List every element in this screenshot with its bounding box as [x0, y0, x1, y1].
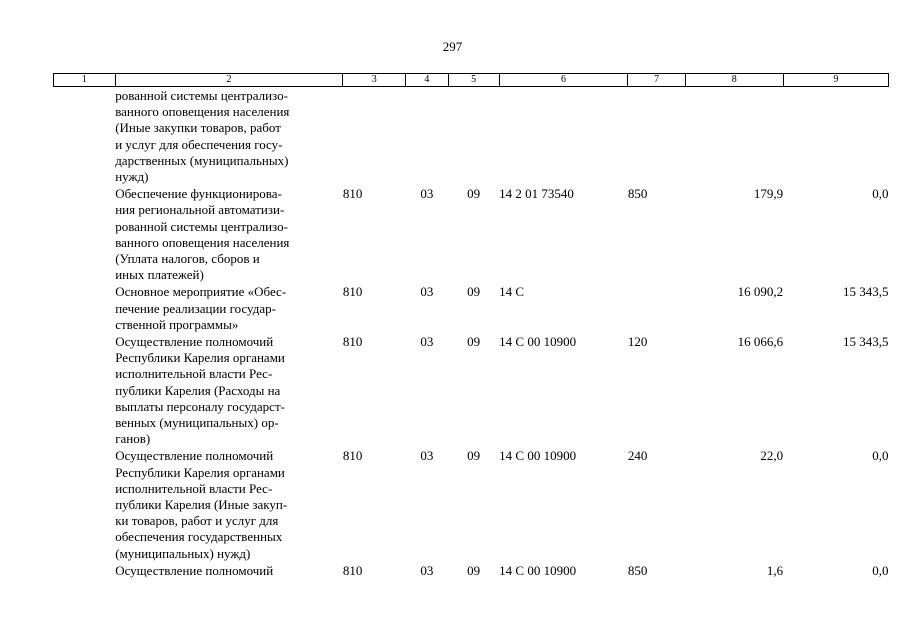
- name-line: Основное мероприятие «Обес-: [115, 284, 287, 300]
- cell-amount-year1: [685, 87, 783, 186]
- cell-target-article: 14 С 00 10900: [499, 562, 577, 578]
- name-line: исполнительной власти Рес-: [115, 480, 273, 496]
- header-cell: 4: [406, 74, 449, 87]
- cell-subsection: 09: [467, 448, 481, 464]
- cell-section: 03: [420, 334, 434, 350]
- name-line: ния региональной автоматизи-: [115, 202, 285, 218]
- cell-expense-type: 850: [627, 562, 648, 578]
- name-line: Осуществление полномочий: [115, 334, 274, 350]
- cell-name: [115, 87, 343, 186]
- cell-amount-year2: 0,0: [872, 448, 889, 464]
- cell-number: [54, 447, 116, 561]
- cell-name: [115, 185, 343, 283]
- header-cell: 1: [54, 74, 116, 87]
- table-row: [54, 185, 889, 283]
- name-line: иных платежей): [115, 267, 204, 283]
- cell-target-article: 14 С 00 10900: [499, 448, 577, 464]
- table-row: [54, 447, 889, 561]
- header-cell: 6: [499, 74, 628, 87]
- cell-expense-type: [628, 283, 685, 333]
- header-cell: 3: [343, 74, 406, 87]
- name-line: нужд): [115, 169, 149, 185]
- cell-name: [115, 562, 343, 579]
- cell-amount-year2: 0,0: [872, 562, 889, 578]
- cell-ministry-code: 810: [342, 562, 363, 578]
- cell-number: [54, 87, 116, 186]
- table-row: [54, 87, 889, 186]
- cell-amount-year2: [783, 87, 888, 186]
- name-line: ванного оповещения населения: [115, 234, 290, 250]
- cell-subsection: 09: [467, 284, 481, 300]
- cell-name: [115, 447, 343, 561]
- cell-subsection: 09: [467, 334, 481, 350]
- name-line: Республики Карелия органами: [115, 464, 285, 480]
- header-cell: 9: [783, 74, 888, 87]
- name-line: Республики Карелия органами: [115, 350, 285, 366]
- header-cell: 7: [628, 74, 685, 87]
- name-line: (Иные закупки товаров, работ: [115, 120, 281, 136]
- cell-subsection: 09: [467, 186, 481, 202]
- name-line: ганов): [115, 431, 151, 447]
- name-line: Обеспечение функционирова-: [115, 186, 282, 202]
- header-cell: 8: [685, 74, 783, 87]
- table-row: [54, 562, 889, 579]
- cell-amount-year1: 179,9: [753, 186, 784, 202]
- cell-ministry-code: 810: [342, 448, 363, 464]
- cell-section: 03: [420, 562, 434, 578]
- name-line: печение реализации государ-: [115, 300, 276, 316]
- name-line: обеспечения государственных: [115, 529, 283, 545]
- name-line: ственной программы»: [115, 316, 239, 332]
- cell-subsection: 09: [467, 562, 481, 578]
- name-line: ки товаров, работ и услуг для: [115, 513, 279, 529]
- cell-amount-year1: 16 066,6: [737, 334, 784, 350]
- cell-amount-year1: 16 090,2: [737, 284, 784, 300]
- cell-target-article: 14 2 01 73540: [499, 186, 574, 202]
- name-line: рованной системы централизо-: [115, 88, 288, 103]
- cell-target-article: [499, 87, 628, 186]
- cell-amount-year1: 1,6: [766, 562, 784, 578]
- cell-ministry-code: [343, 87, 406, 186]
- name-line: Осуществление полномочий: [115, 562, 274, 578]
- cell-section: 03: [420, 448, 434, 464]
- cell-name: [115, 333, 343, 447]
- name-line: публики Карелия (Иные закуп-: [115, 497, 288, 513]
- cell-section: 03: [420, 284, 434, 300]
- cell-expense-type: [628, 87, 685, 186]
- name-line: Осуществление полномочий: [115, 448, 274, 464]
- name-line: и услуг для обеспечения госу-: [115, 136, 283, 152]
- name-line: венных (муниципальных) ор-: [115, 415, 279, 431]
- cell-subsection: [448, 87, 499, 186]
- cell-amount-year2: 0,0: [872, 186, 889, 202]
- table-row: [54, 283, 889, 333]
- header-cell: 2: [115, 74, 343, 87]
- cell-amount-year2: 15 343,5: [843, 334, 889, 350]
- name-line: (Уплата налогов, сборов и: [115, 251, 260, 267]
- name-line: выплаты персоналу государст-: [115, 398, 285, 414]
- table-row: [54, 333, 889, 447]
- name-line: (муниципальных) нужд): [115, 545, 251, 561]
- cell-ministry-code: 810: [342, 334, 363, 350]
- cell-section: 03: [420, 186, 434, 202]
- cell-number: [54, 333, 116, 447]
- cell-amount-year1: 22,0: [760, 448, 784, 464]
- cell-expense-type: 850: [627, 186, 648, 202]
- header-cell: 5: [448, 74, 499, 87]
- table-header: [54, 74, 889, 87]
- name-line: публики Карелия (Расходы на: [115, 382, 281, 398]
- cell-expense-type: 240: [627, 448, 648, 464]
- cell-number: [54, 562, 116, 579]
- budget-table: [53, 73, 889, 579]
- name-line: дарственных (муниципальных): [115, 152, 289, 168]
- cell-name: [115, 283, 343, 333]
- cell-number: [54, 185, 116, 283]
- cell-section: [406, 87, 449, 186]
- name-line: ванного оповещения населения: [115, 104, 290, 120]
- cell-target-article: 14 С: [499, 284, 525, 300]
- cell-number: [54, 283, 116, 333]
- page-number: 297: [442, 39, 463, 54]
- cell-target-article: 14 С 00 10900: [499, 334, 577, 350]
- name-line: рованной системы централизо-: [115, 218, 288, 234]
- name-line: исполнительной власти Рес-: [115, 366, 273, 382]
- cell-ministry-code: 810: [342, 284, 363, 300]
- cell-amount-year2: 15 343,5: [843, 284, 889, 300]
- cell-ministry-code: 810: [342, 186, 363, 202]
- table-body: [54, 87, 889, 580]
- cell-expense-type: 120: [627, 334, 648, 350]
